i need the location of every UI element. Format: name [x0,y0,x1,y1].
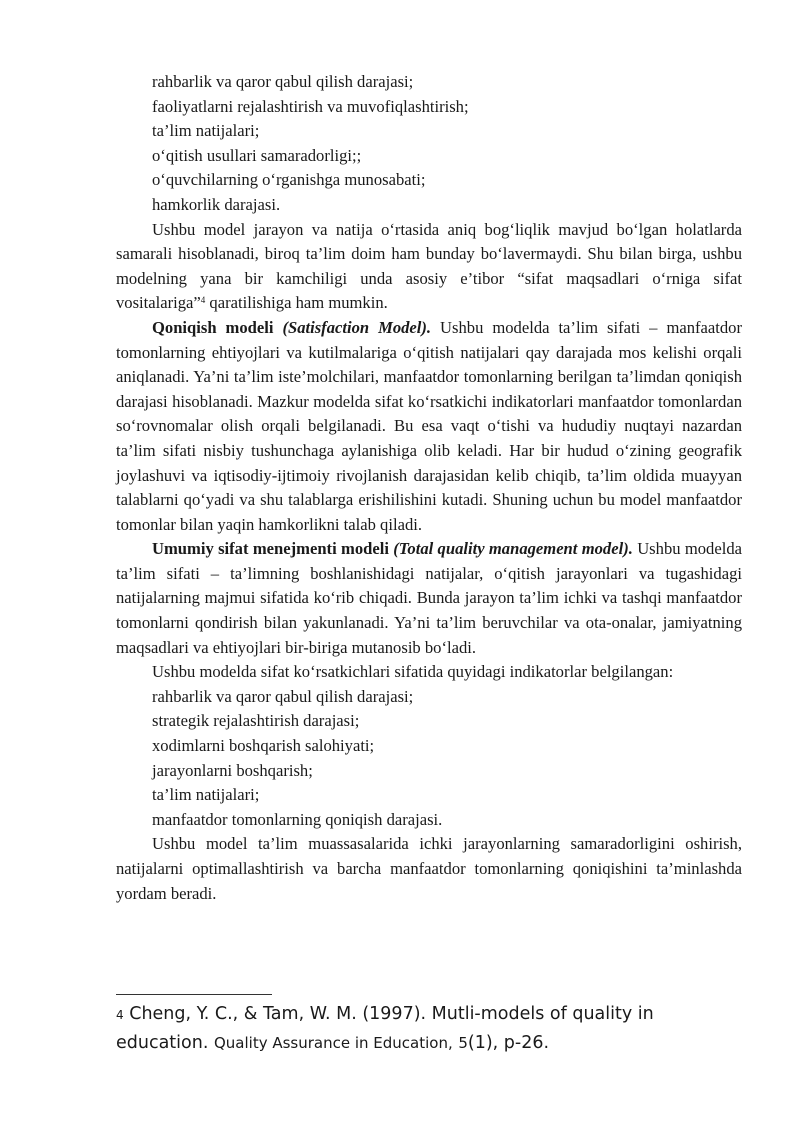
list-item: faoliyatlarni rejalashtirish va muvofiqlashtirish; [152,96,469,116]
footnote-issue-pages: (1), p-26. [467,1033,550,1053]
footnote [116,1000,716,1057]
paragraph-conclusion: Ushbu model ta’lim muassasalarida ichki jarayonlarning samaradorligini oshirish, natijalarni optimallashtirish va barcha manfaatdor tomonlarning qoniqishini ta’minlashda yordam beradi. [116,834,742,903]
footnote-divider [116,994,272,995]
list-item: ta’lim natijalari; [152,785,260,805]
section-heading: Qoniqish modeli [152,317,274,337]
section-heading: Umumiy sifat menejmenti modeli [152,539,389,559]
list-item: xodimlarni boshqarish salohiyati; [152,736,375,756]
paragraph-indicators-intro: Ushbu modelda sifat ko‘rsatkichlari sifatida quyidagi indikatorlar belgilangan: [152,662,674,682]
paragraph-tqm-model: Umumiy sifat menejmenti modeli (Total quality management model). Ushbu modelda ta’lim sifati – ta’limning boshlanishidagi natijalar, o‘qitish jarayonlari va tugashidagi natijalarning majmui sifatida ko‘rib chiqadi. Bunda jarayon ta’lim ichki va tashqi manfaatdor tomonlarni qondirish bilan yakunlanadi. Ya’ni ta’lim beruvchilar va ota-onalar, jamiyatning maqsadlari va ehtiyojlari bir-biriga mutanosib bo‘ladi. [116,539,742,657]
section-heading-english: (Satisfaction Model). [282,317,432,337]
footnote-volume: 5 [458,1034,468,1052]
footnote-ref[interactable]: 4 [200,295,206,306]
section-heading-english: (Total quality management model). [393,539,633,559]
footnote-authors: Cheng, Y. C., & Tam, W. M. (1997). Mutli-models of quality in education. [116,1004,654,1053]
list-item: o‘qitish usullari samaradorligi;; [152,145,362,165]
list-item: rahbarlik va qaror qabul qilish darajasi; [152,686,414,706]
list-item: jarayonlarni boshqarish; [152,760,313,780]
list-item: o‘quvchilarning o‘rganishga munosabati; [152,170,426,190]
footnote-journal: Quality Assurance in Education, [213,1034,453,1052]
document-body [116,70,742,906]
list-item: strategik rejalashtirish darajasi; [152,711,360,731]
footnote-number: 4 [116,1008,124,1022]
list-item: hamkorlik darajasi. [152,194,281,214]
list-item: ta’lim natijalari; [152,121,260,141]
paragraph-model-weakness: Ushbu model jarayon va natija o‘rtasida aniq bog‘liqlik mavjud bo‘lgan holatlarda samarali hisoblanadi, biroq ta’lim doim ham bunday bo‘lavermaydi. Shu bilan birga, ushbu modelning yana bir kamchiligi unda asosiy e’tibor “sifat maqsadlari o‘rniga sifat vositalariga”$^4$ qaratilishiga ham mumkin. [116,219,742,313]
list-item: rahbarlik va qaror qabul qilish darajasi; [152,72,414,91]
list-item: manfaatdor tomonlarning qoniqish darajasi. [152,809,443,829]
paragraph-satisfaction-model: Qoniqish modeli (Satisfaction Model). Ushbu modelda ta’lim sifati – manfaatdor tomonlarning ehtiyojlari va kutilmalariga o‘qitish natijalari qay darajada mos kelishi orqali aniqlanadi. Ya’ni ta’lim iste’molchilari, manfaatdor tomonlarning berilgan ta’limdan qoniqish darajasi hisoblanadi. Mazkur modelda sifat ko‘rsatkichi indikatorlari manfaatdor tomonlardan so‘rovnomalar olish orqali belgilanadi. Bu esa vaqt o‘tishi va hududiy nuqtayi nazardan ta’lim sifati nisbiy tushunchaga aylanishiga olib keladi. Har bir hudud o‘zining geografik joylashuvi va iqtisodiy-ijtimoiy rivojlanish darajasidan kelib chiqib, ta’lim oldida muayyan talablarni qo‘yadi va shu talablarga erishilishini kutadi. Shuning uchun bu model manfaatdor tomonlar bilan yaqin hamkorlikni talab qiladi. [116,317,742,534]
